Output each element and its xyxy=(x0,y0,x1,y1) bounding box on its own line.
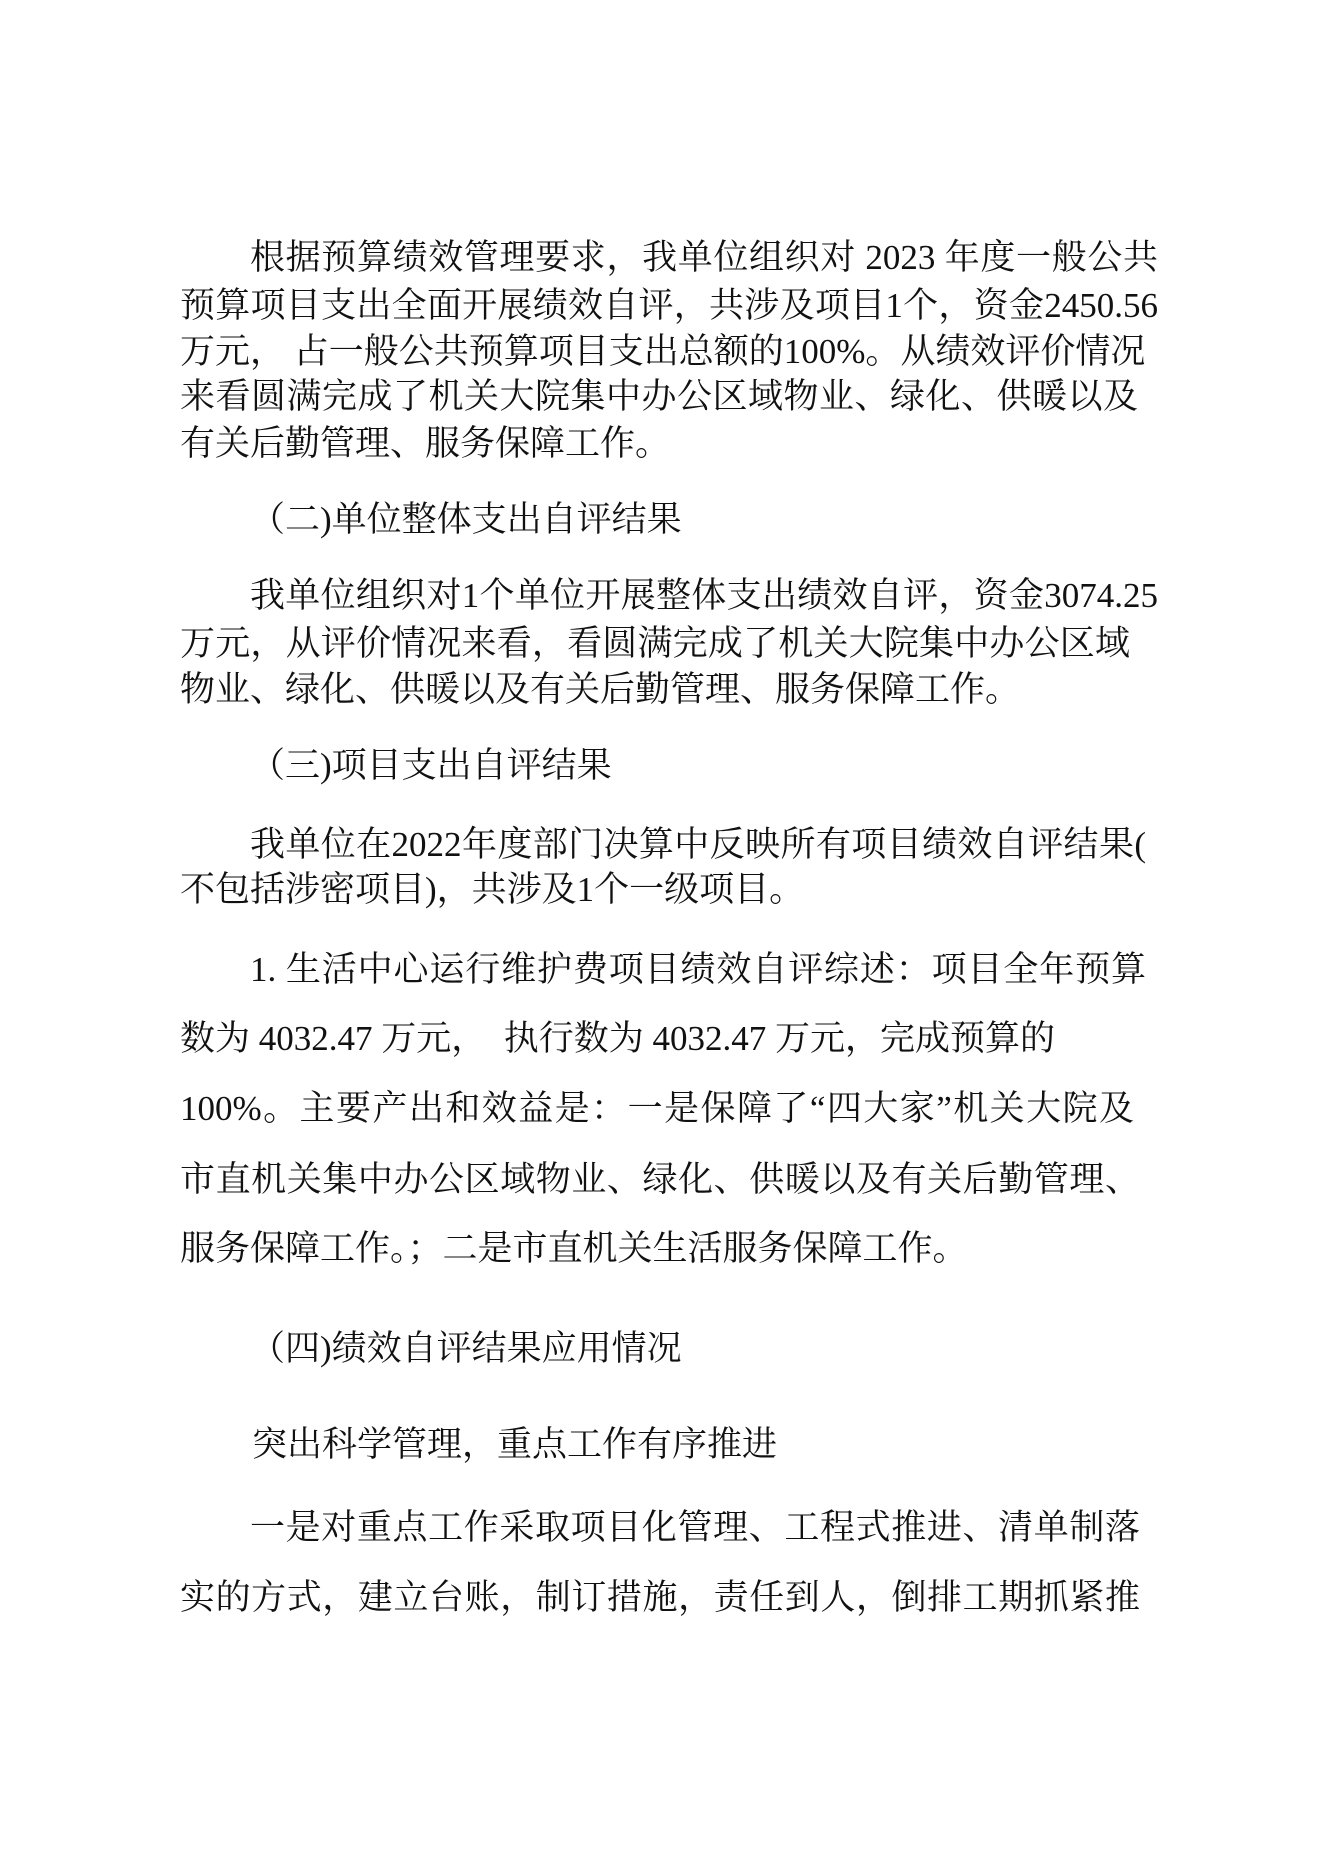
paragraph-3-line-2: 不包括涉密项目)，共涉及1个一级项目。 xyxy=(180,870,805,909)
paragraph-1-line-2: 预算项目支出全面开展绩效自评，共涉及项目1个，资金2450.56 xyxy=(180,286,1158,325)
paragraph-5-line-2: 实的方式，建立台账，制订措施，责任到人，倒排工期抓紧推 xyxy=(180,1578,1140,1617)
paragraph-4-line-3: 100%。主要产出和效益是：一是保障了“四大家”机关大院及 xyxy=(180,1089,1134,1128)
section-heading-2: （二)单位整体支出自评结果 xyxy=(250,500,682,539)
paragraph-4-line-4: 市直机关集中办公区域物业、绿化、供暖以及有关后勤管理、 xyxy=(180,1160,1140,1199)
section-heading-3: （三)项目支出自评结果 xyxy=(250,746,612,785)
paragraph-4-line-5: 服务保障工作。；二是市直机关生活服务保障工作。 xyxy=(180,1229,968,1268)
section-heading-4: （四)绩效自评结果应用情况 xyxy=(250,1329,682,1368)
paragraph-1-line-4: 来看圆满完成了机关大院集中办公区域物业、绿化、供暖以及 xyxy=(180,377,1138,416)
paragraph-1-line-3: 万元， 占一般公共预算项目支出总额的100%。从绩效评价情况 xyxy=(180,332,1146,371)
paragraph-2-line-3: 物业、绿化、供暖以及有关后勤管理、服务保障工作。 xyxy=(180,670,1021,709)
paragraph-3-line-1: 我单位在2022年度部门决算中反映所有项目绩效自评结果( xyxy=(250,825,1146,864)
paragraph-2-line-1: 我单位组织对1个单位开展整体支出绩效自评，资金3074.25 xyxy=(250,576,1158,615)
subheading: 突出科学管理，重点工作有序推进 xyxy=(252,1425,778,1464)
paragraph-5-line-1: 一是对重点工作采取项目化管理、工程式推进、清单制落 xyxy=(250,1508,1140,1547)
paragraph-1-line-5: 有关后勤管理、服务保障工作。 xyxy=(180,424,671,463)
paragraph-2-line-2: 万元，从评价情况来看，看圆满完成了机关大院集中办公区域 xyxy=(180,624,1130,663)
paragraph-4-line-1: 1. 生活中心运行维护费项目绩效自评综述：项目全年预算 xyxy=(250,950,1146,989)
paragraph-1-line-1: 根据预算绩效管理要求，我单位组织对 2023 年度一般公共 xyxy=(250,238,1158,277)
paragraph-4-line-2: 数为 4032.47 万元， 执行数为 4032.47 万元，完成预算的 xyxy=(180,1019,1056,1058)
